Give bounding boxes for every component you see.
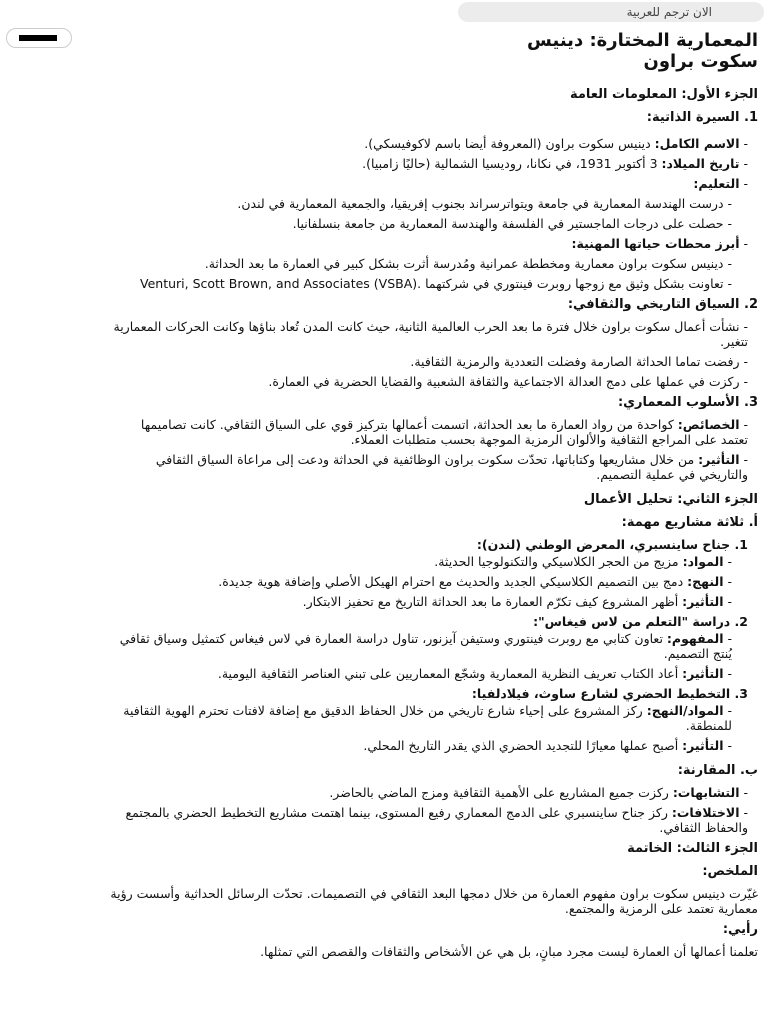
top-bar (0, 0, 768, 24)
project-detail: - التأثير: أظهر المشروع كيف تكرّم العمارة ما بعد الحداثة التاريخ مع تحفيز الابتكار. (302, 594, 732, 609)
translate-label: الان ترجم للعربية (626, 5, 712, 19)
section-projects: أ. ثلاثة مشاريع مهمة: (621, 515, 758, 530)
menu-icon (19, 35, 57, 41)
section-style: 3. الأسلوب المعماري: (617, 395, 758, 410)
firm-name: Venturi, Scott Brown, and Associates (VSBA). (140, 276, 422, 291)
career-item: - دينيس سكوت براون معمارية ومخططة عمرانية ومُدرسة أثرت بشكل كبير في العمارة ما بعد الحداثة. (204, 256, 732, 271)
comparison-item: - التشابهات: ركزت جميع المشاريع على الأهمية الثقافية ومزج الماضي بالحاضر. (329, 785, 748, 800)
career-label: - أبرز محطات حياتها المهنية: (571, 236, 748, 251)
section-biography: 1. السيرة الذاتية: (646, 110, 758, 125)
project-detail: - النهج: دمج بين التصميم الكلاسيكي الجديد والحديث مع احترام الهيكل الأصلي وإضافة هوية جديدة. (218, 574, 732, 589)
education-label: - التعليم: (693, 176, 748, 191)
menu-toggle[interactable] (6, 28, 72, 48)
education-item: - حصلت على درجات الماجستير في الفلسفة والهندسة المعمارية من جامعة بنسلفانيا. (292, 216, 732, 231)
project-detail: - التأثير: أصبح عملها معيارًا للتجديد الحضري الذي يقدر التاريخ المحلي. (363, 738, 732, 753)
part-one-heading: الجزء الأول: المعلومات العامة (569, 87, 758, 102)
fullname-item: - الاسم الكامل: دينيس سكوت براون (المعروفة أيضا باسم لاكوفيسكي). (364, 136, 748, 151)
project-detail: - التأثير: أعاد الكتاب تعريف النظرية المعمارية وشجّع المعماريين على تبني العناصر الثقافية اليومية. (217, 666, 732, 681)
style-item: - الخصائص: كواحدة من رواد العمارة ما بعد الحداثة، اتسمت أعمالها بتركيز قوي على السياق الثقافي. كانت تصاميمها تعتمد على المراجع الثقافية والألوان الرمزية الموجهة بحسب متطلبات العملاء. (140, 417, 748, 447)
summary-heading: الملخص: (702, 864, 758, 879)
project-title: 3. التخطيط الحضري لشارع ساوث، فيلادلفيا: (471, 686, 748, 701)
page-title: المعمارية المختارة: دينيس سكوت براون (527, 30, 758, 72)
opinion-heading: رأيي: (722, 922, 758, 937)
birth-item: - تاريخ الميلاد: 3 أكتوبر 1931، في نكانا، روديسيا الشمالية (حاليًا زامبيا). (362, 156, 748, 171)
section-context: 2. السياق التاريخي والثقافي: (567, 297, 758, 312)
project-detail: - المواد: مزيج من الحجر الكلاسيكي والتكنولوجيا الحديثة. (434, 554, 732, 569)
project-detail: - المواد/النهج: ركز المشروع على إحياء شارع تاريخي من خلال الحفاظ الدقيق مع إضافة لافتات تحترم الهوية الثقافية للمنطقة. (123, 703, 732, 733)
context-item: - نشأت أعمال سكوت براون خلال فترة ما بعد الحرب العالمية الثانية، حيث كانت المدن تُعاد بناؤها وكانت الحركات المعمارية تتغير. (113, 319, 748, 349)
project-title: 1. جناح ساينسبري، المعرض الوطني (لندن): (476, 537, 748, 552)
document-body (110, 30, 758, 964)
part-two-heading: الجزء الثاني: تحليل الأعمال (583, 492, 758, 507)
career-item: - تعاونت بشكل وثيق مع زوجها روبرت فينتوري في شركتهما Venturi, Scott Brown, and Associates (VSBA). (140, 276, 732, 291)
comparison-item: - الاختلافات: ركز جناح ساينسبري على الدمج المعماري رفيع المستوى، بينما اهتمت مشاريع التخطيط الحضري بالمجتمع والحفاظ الثقافي. (125, 805, 748, 835)
context-item: - ركزت في عملها على دمج العدالة الاجتماعية والثقافة الشعبية والقضايا الحضرية في العمارة. (268, 374, 748, 389)
summary-text: غيّرت دينيس سكوت براون مفهوم العمارة من خلال دمجها البعد الثقافي في التصميمات. تحدّت الرسائل الحداثية وأسست رؤية معمارية تعتمد على الرمزية والمجتمع. (110, 886, 758, 916)
project-title: 2. دراسة "التعلم من لاس فيغاس": (533, 614, 748, 629)
section-comparison: ب. المقارنة: (677, 763, 758, 778)
opinion-text: تعلمنا أعمالها أن العمارة ليست مجرد مبانٍ، بل هي عن الأشخاص والثقافات والقصص التي تمثلها. (260, 944, 758, 959)
education-item: - درست الهندسة المعمارية في جامعة ويتواترسراند بجنوب إفريقيا، والجمعية المعمارية في لندن. (237, 196, 732, 211)
project-detail: - المفهوم: تعاون كتابي مع روبرت فينتوري وستيفن آيزنور، تناول دراسة العمارة في لاس فيغاس كتمثيل وسياق ثقافي يُنتج التصميم. (119, 631, 732, 661)
context-item: - رفضت تماما الحداثة الصارمة وفضلت التعددية والرمزية الثقافية. (410, 354, 748, 369)
style-item: - التأثير: من خلال مشاريعها وكتاباتها، تحدّت سكوت براون الوظائفية في الحداثة ودعت إلى مراعاة السياق الثقافي والتاريخي في عملية التصميم. (155, 452, 748, 482)
translate-button[interactable] (458, 2, 764, 22)
part-three-heading: الجزء الثالث: الخاتمة (627, 841, 758, 856)
